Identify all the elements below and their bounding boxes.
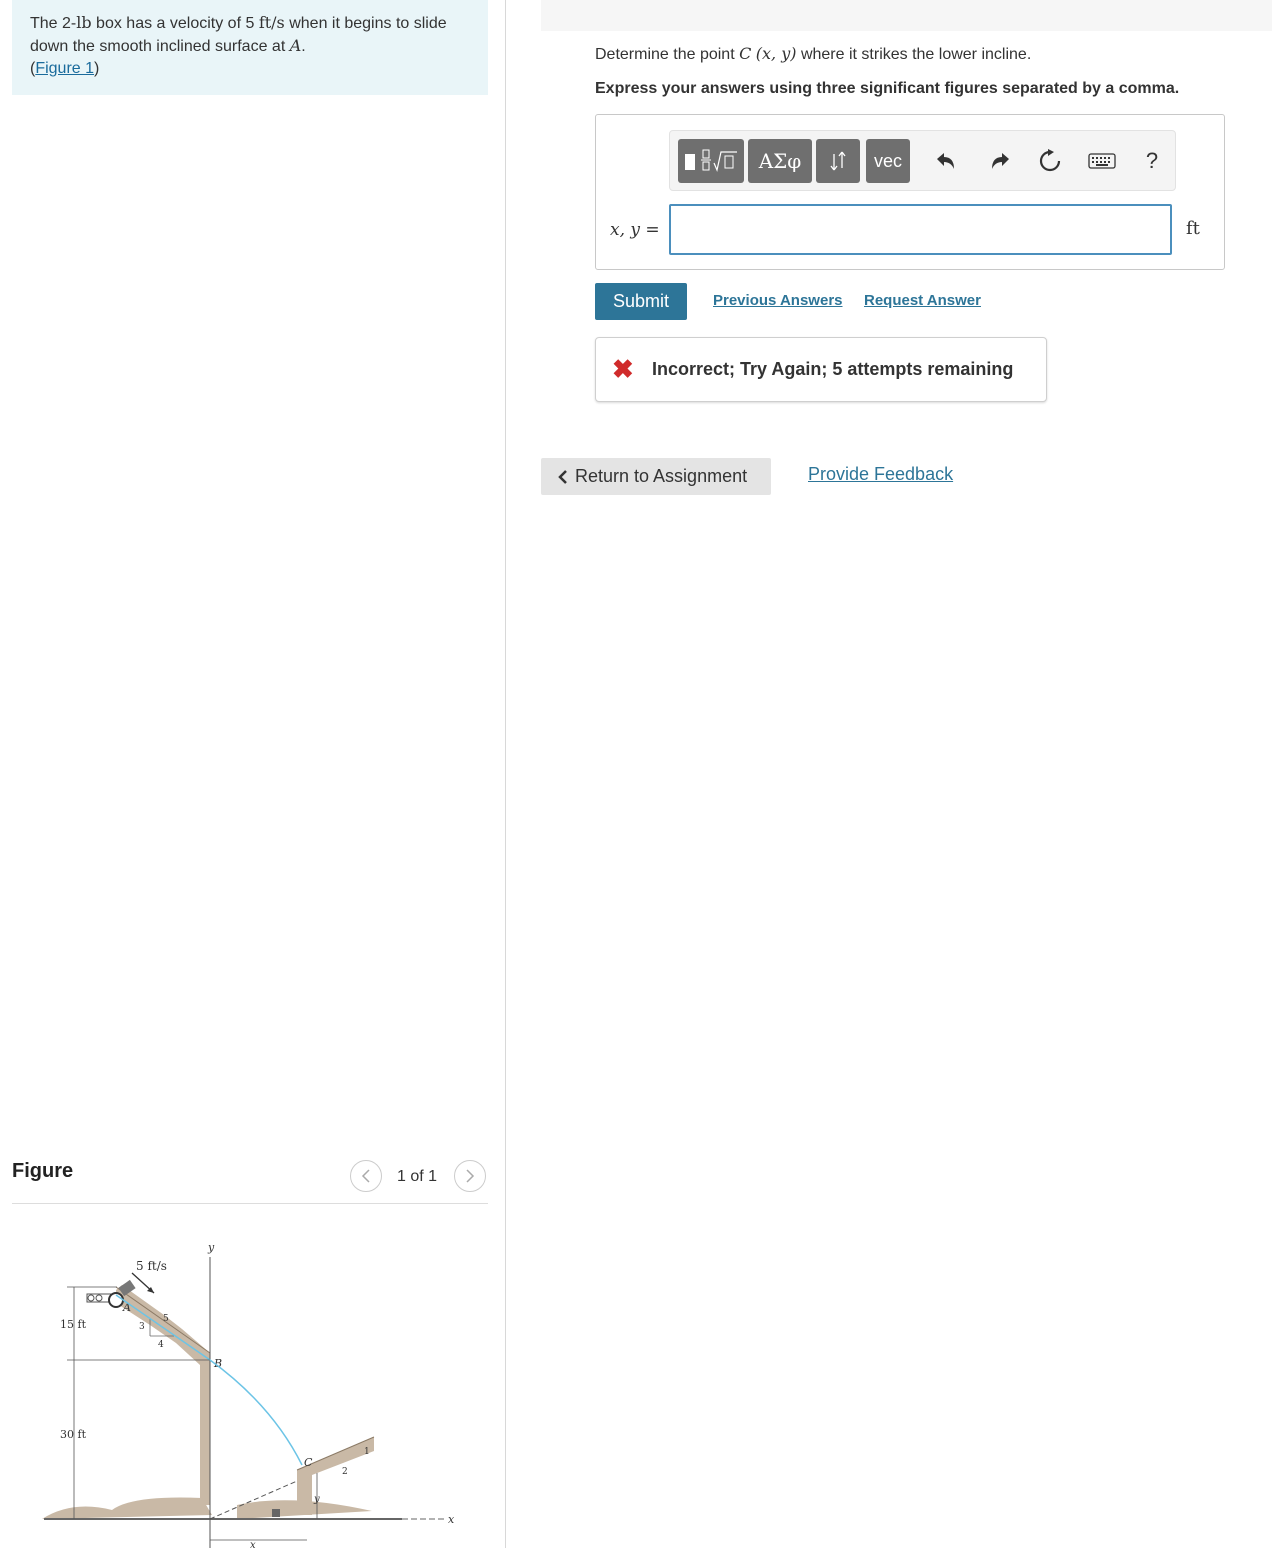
small-block <box>272 1509 280 1517</box>
dim-y-label: y <box>314 1494 320 1505</box>
figure-link-close: ) <box>94 60 100 77</box>
velocity-label: 5 ft/s <box>136 1259 167 1273</box>
chevron-left-icon <box>557 469 569 485</box>
incline-diagram-svg <box>12 1215 488 1548</box>
keyboard-icon <box>1088 152 1116 170</box>
redo-icon <box>988 150 1012 172</box>
arrows-button[interactable] <box>816 139 860 183</box>
chevron-right-icon <box>465 1169 475 1183</box>
question-text-part: Determine the point <box>595 46 740 63</box>
feedback-message: Incorrect; Try Again; 5 attempts remaining <box>652 359 1014 379</box>
keyboard-button[interactable] <box>1086 145 1118 177</box>
height-label-upper: 15 ft <box>60 1318 86 1331</box>
question-point: C <box>739 44 752 63</box>
figure-prev-button[interactable] <box>350 1160 382 1192</box>
lower-incline <box>297 1437 374 1515</box>
height-label-lower: 30 ft <box>60 1428 86 1441</box>
answer-unit: ft <box>1186 218 1200 239</box>
reset-icon <box>1037 148 1063 174</box>
answer-input[interactable] <box>669 204 1172 255</box>
slope-label-3: 3 <box>139 1322 145 1332</box>
top-bar <box>541 0 1272 31</box>
question-coords: (x, y) <box>755 44 797 63</box>
math-toolbar <box>669 130 1176 191</box>
help-button[interactable]: ? <box>1145 148 1159 173</box>
return-label: Return to Assignment <box>575 466 748 486</box>
point-a-label: A <box>123 1301 131 1314</box>
feedback-box <box>595 337 1047 402</box>
column-divider <box>505 0 506 1548</box>
ground-mound <box>42 1498 212 1520</box>
problem-text: . <box>301 38 306 55</box>
question-text <box>595 44 1031 64</box>
undo-icon <box>934 150 958 172</box>
figure-title: Figure <box>12 1160 74 1182</box>
provide-feedback-link[interactable]: Provide Feedback <box>808 464 954 484</box>
dim-x-label: x <box>250 1540 256 1548</box>
vector-button[interactable]: vec <box>866 139 910 183</box>
figure-link[interactable]: Figure 1 <box>35 60 95 77</box>
slope-label-2: 2 <box>342 1467 348 1477</box>
request-answer-link[interactable]: Request Answer <box>864 292 981 309</box>
problem-text: The 2- <box>30 15 77 32</box>
slope-label-1: 1 <box>364 1447 370 1457</box>
figure-next-button[interactable] <box>454 1160 486 1192</box>
greek-symbols-button[interactable]: ΑΣφ <box>748 139 812 183</box>
chevron-left-icon <box>361 1169 371 1183</box>
figure-link-open: ( <box>30 60 36 77</box>
previous-answers-link[interactable]: Previous Answers <box>713 292 843 309</box>
fraction-sqrt-icon <box>681 146 741 176</box>
slope-label-5: 5 <box>163 1314 169 1324</box>
instruction-text: Express your answers using three significant figures separated by a comma. <box>595 80 1180 97</box>
slope-label-4: 4 <box>158 1340 164 1350</box>
figure-diagram <box>12 1215 488 1548</box>
answer-panel <box>595 114 1225 270</box>
answer-label: x, y = <box>610 220 660 240</box>
problem-weight-unit: lb <box>76 13 92 32</box>
figure-pager: 1 of 1 <box>397 1168 438 1185</box>
y-axis-label: y <box>208 1241 215 1254</box>
question-text-part: where it strikes the lower incline. <box>796 46 1032 63</box>
redo-button[interactable] <box>984 145 1016 177</box>
problem-velocity-unit: ft/s <box>258 13 285 32</box>
up-down-arrows-icon <box>828 150 848 172</box>
undo-button[interactable] <box>930 145 962 177</box>
problem-text: when it begins to slide down the smooth inclined surface at <box>30 15 447 55</box>
problem-statement <box>12 0 488 95</box>
reset-button[interactable] <box>1034 145 1066 177</box>
problem-text: box has a velocity of 5 <box>91 15 259 32</box>
return-to-assignment-button[interactable] <box>541 458 771 495</box>
problem-point: A <box>289 36 302 55</box>
templates-button[interactable] <box>678 139 744 183</box>
submit-button[interactable]: Submit <box>595 283 687 320</box>
point-b-label: B <box>214 1357 223 1370</box>
point-c-label: C <box>304 1456 313 1469</box>
x-icon: ✖ <box>612 354 634 384</box>
figure-divider <box>12 1203 488 1204</box>
x-axis-label: x <box>448 1513 455 1526</box>
